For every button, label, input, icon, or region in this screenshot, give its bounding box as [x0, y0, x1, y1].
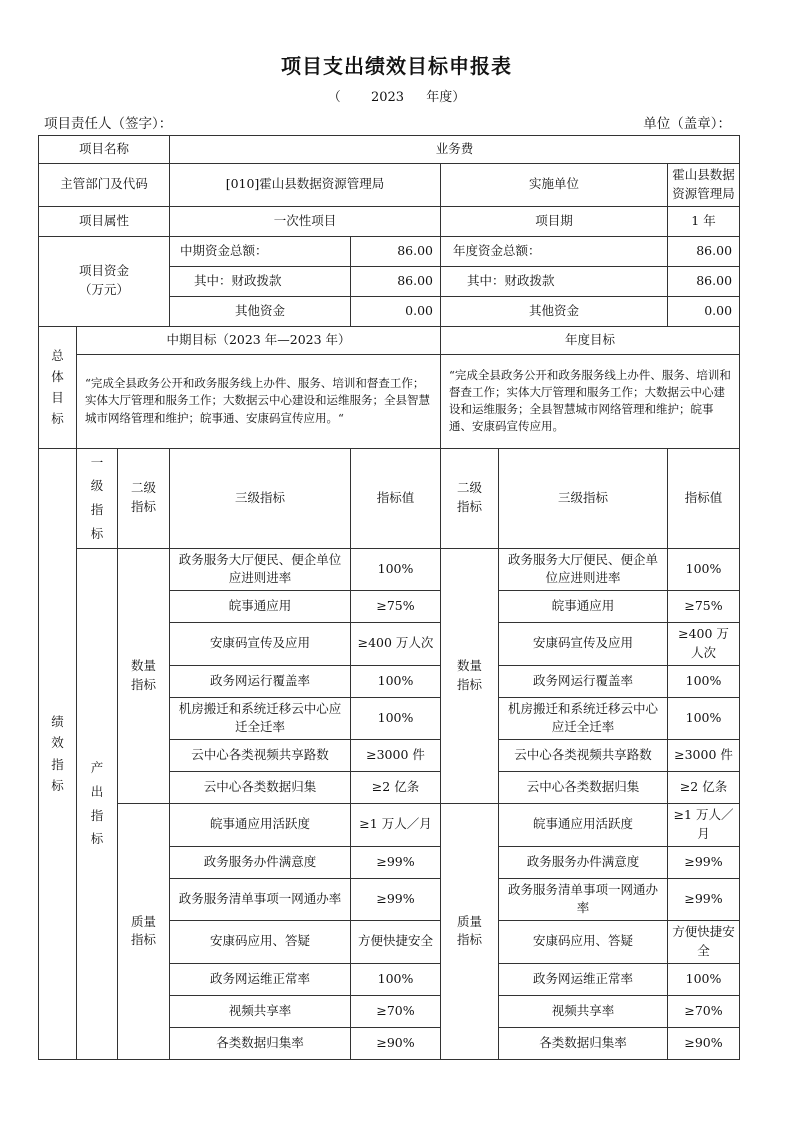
year-indicator: 视频共享率	[499, 995, 668, 1027]
year-indicator-value: ≥99%	[668, 846, 740, 878]
table-row	[39, 804, 740, 847]
row-funds-total	[39, 236, 740, 266]
period-label: 项目期	[441, 206, 668, 236]
year-indicator-value: ≥90%	[668, 1027, 740, 1059]
row-perf-header	[39, 448, 740, 548]
mid-other-label: 其他资金	[170, 296, 351, 326]
level1-header-text: 一级指标	[90, 454, 104, 541]
mid-indicator: 视频共享率	[170, 995, 351, 1027]
year-total-value: 86.00	[668, 236, 740, 266]
year-indicator: 安康码宣传及应用	[499, 623, 668, 666]
funds-label	[39, 236, 170, 326]
quality-label-year	[441, 804, 499, 1060]
year-indicator: 云中心各类数据归集	[499, 772, 668, 804]
attr-value: 一次性项目	[170, 206, 441, 236]
level2-header-year-text: 二级指标	[456, 480, 482, 514]
year-goal-header: 年度目标	[441, 326, 740, 354]
unit-seal-label: 单位（盖章）：	[643, 116, 731, 132]
row-project-name	[39, 136, 740, 164]
quantity-label-year-text: 数量指标	[456, 658, 482, 692]
level2-header-year	[441, 448, 499, 548]
mid-indicator: 各类数据归集率	[170, 1027, 351, 1059]
mid-total-value: 86.00	[351, 236, 441, 266]
value-header-mid: 指标值	[351, 448, 441, 548]
year-total-label: 年度资金总额：	[441, 236, 668, 266]
mid-goal-text: “完成全县政务公开和政务服务线上办件、服务、培训和督查工作；实体大厅管理和服务工作；大数据云中心建设和运维服务；全县智慧城市网络管理和维护；皖事通、安康码宣传应用。“	[77, 354, 441, 448]
year-indicator: 政务网运行覆盖率	[499, 665, 668, 697]
project-name-label: 项目名称	[39, 136, 170, 164]
mid-indicator-value: 100%	[351, 963, 441, 995]
mid-indicator: 政务网运行覆盖率	[170, 665, 351, 697]
mid-goal-header: 中期目标（2023 年—2023 年）	[77, 326, 441, 354]
level2-header-mid-text: 二级指标	[130, 480, 156, 514]
mid-indicator-value: ≥70%	[351, 995, 441, 1027]
mid-indicator: 皖事通应用	[170, 591, 351, 623]
table-row	[39, 548, 740, 591]
year-indicator: 皖事通应用	[499, 591, 668, 623]
mid-indicator: 皖事通应用活跃度	[170, 804, 351, 847]
year-indicator-value: ≥400 万人次	[668, 623, 740, 666]
overall-goals-text: 总体目标	[51, 347, 64, 427]
overall-goals-label	[39, 326, 77, 448]
year-indicator-value: 100%	[668, 697, 740, 740]
level2-header-mid	[118, 448, 170, 548]
project-name-value: 业务费	[170, 136, 740, 164]
mid-indicator: 政务网运维正常率	[170, 963, 351, 995]
level1-header	[77, 448, 118, 548]
year-indicator: 机房搬迁和系统迁移云中心应迁全迁率	[499, 697, 668, 740]
quantity-label-year	[441, 548, 499, 804]
year-indicator-value: ≥99%	[668, 878, 740, 921]
year-goal-text: “完成全县政务公开和政务服务线上办件、服务、培训和督查工作；实体大厅管理和服务工作；大数据云中心建设和运维服务；全县智慧城市网络管理和维护；皖事通、安康码宣传应用。	[441, 354, 740, 448]
year-value: 2023	[370, 90, 405, 105]
mid-fiscal-label: 其中：财政拨款	[170, 266, 351, 296]
report-year	[0, 86, 793, 105]
mid-indicator-value: 方便快捷安全	[351, 921, 441, 964]
mid-indicator-value: ≥2 亿条	[351, 772, 441, 804]
mid-indicator-value: ≥99%	[351, 878, 441, 921]
mid-indicator-value: ≥90%	[351, 1027, 441, 1059]
row-attribute	[39, 206, 740, 236]
responsible-signature-label: 项目责任人（签字）：	[44, 116, 173, 132]
year-suffix: 年度）	[426, 90, 466, 105]
year-other-value: 0.00	[668, 296, 740, 326]
year-indicator: 皖事通应用活跃度	[499, 804, 668, 847]
performance-target-table	[38, 135, 740, 1060]
impl-label: 实施单位	[441, 164, 668, 207]
year-indicator: 安康码应用、答疑	[499, 921, 668, 964]
mid-indicator-value: 100%	[351, 665, 441, 697]
mid-indicator-value: 100%	[351, 697, 441, 740]
mid-total-label: 中期资金总额：	[170, 236, 351, 266]
perf-label-text: 绩效指标	[51, 714, 64, 793]
dept-label: 主管部门及代码	[39, 164, 170, 207]
level1-output-text: 产出指标	[90, 760, 104, 847]
year-indicator-value: 100%	[668, 963, 740, 995]
year-indicator-value: ≥70%	[668, 995, 740, 1027]
year-other-label: 其他资金	[441, 296, 668, 326]
level3-header-year: 三级指标	[499, 448, 668, 548]
year-indicator-value: ≥2 亿条	[668, 772, 740, 804]
mid-other-value: 0.00	[351, 296, 441, 326]
funds-label-text: 项目资金	[78, 263, 129, 279]
mid-fiscal-value: 86.00	[351, 266, 441, 296]
mid-indicator-value: ≥1 万人／月	[351, 804, 441, 847]
level1-output	[77, 548, 118, 1059]
level3-header-mid: 三级指标	[170, 448, 351, 548]
row-goals-header	[39, 326, 740, 354]
mid-indicator: 政务服务清单事项一网通办率	[170, 878, 351, 921]
attr-label: 项目属性	[39, 206, 170, 236]
year-indicator: 政务服务清单事项一网通办率	[499, 878, 668, 921]
year-indicator-value: ≥1 万人／月	[668, 804, 740, 847]
quality-label-mid	[118, 804, 170, 1060]
mid-indicator: 政务服务办件满意度	[170, 846, 351, 878]
quality-label-mid-text: 质量指标	[130, 913, 156, 948]
year-prefix: （	[327, 90, 341, 105]
mid-indicator: 云中心各类数据归集	[170, 772, 351, 804]
row-department	[39, 164, 740, 207]
year-fiscal-value: 86.00	[668, 266, 740, 296]
year-indicator: 政务网运维正常率	[499, 963, 668, 995]
year-indicator-value: ≥75%	[668, 591, 740, 623]
impl-value: 霍山县数据资源管理局	[668, 164, 740, 207]
perf-label	[39, 448, 77, 1059]
page-title: 项目支出绩效目标申报表	[281, 54, 512, 78]
mid-indicator-value: ≥75%	[351, 591, 441, 623]
mid-indicator-value: ≥3000 件	[351, 740, 441, 772]
value-header-year: 指标值	[668, 448, 740, 548]
mid-indicator-value: ≥99%	[351, 846, 441, 878]
row-goals-text	[39, 354, 740, 448]
funds-unit: （万元）	[78, 282, 129, 297]
year-fiscal-label: 其中：财政拨款	[441, 266, 668, 296]
year-indicator-value: 100%	[668, 665, 740, 697]
year-indicator: 各类数据归集率	[499, 1027, 668, 1059]
year-indicator: 政务服务大厅便民、便企单位应进则进率	[499, 548, 668, 591]
quantity-label-mid-text: 数量指标	[130, 658, 156, 692]
year-indicator-value: 方便快捷安全	[668, 921, 740, 964]
mid-indicator-value: ≥400 万人次	[351, 623, 441, 666]
quantity-label-mid	[118, 548, 170, 804]
dept-value: [010]霍山县数据资源管理局	[170, 164, 441, 207]
year-indicator-value: 100%	[668, 548, 740, 591]
year-indicator: 云中心各类视频共享路数	[499, 740, 668, 772]
year-indicator: 政务服务办件满意度	[499, 846, 668, 878]
mid-indicator: 机房搬迁和系统迁移云中心应迁全迁率	[170, 697, 351, 740]
period-value: 1 年	[668, 206, 740, 236]
mid-indicator: 政务服务大厅便民、便企单位应进则进率	[170, 548, 351, 591]
year-indicator-value: ≥3000 件	[668, 740, 740, 772]
quality-label-year-text: 质量指标	[456, 913, 482, 948]
mid-indicator: 云中心各类视频共享路数	[170, 740, 351, 772]
mid-indicator: 安康码应用、答疑	[170, 921, 351, 964]
mid-indicator: 安康码宣传及应用	[170, 623, 351, 666]
mid-indicator-value: 100%	[351, 548, 441, 591]
